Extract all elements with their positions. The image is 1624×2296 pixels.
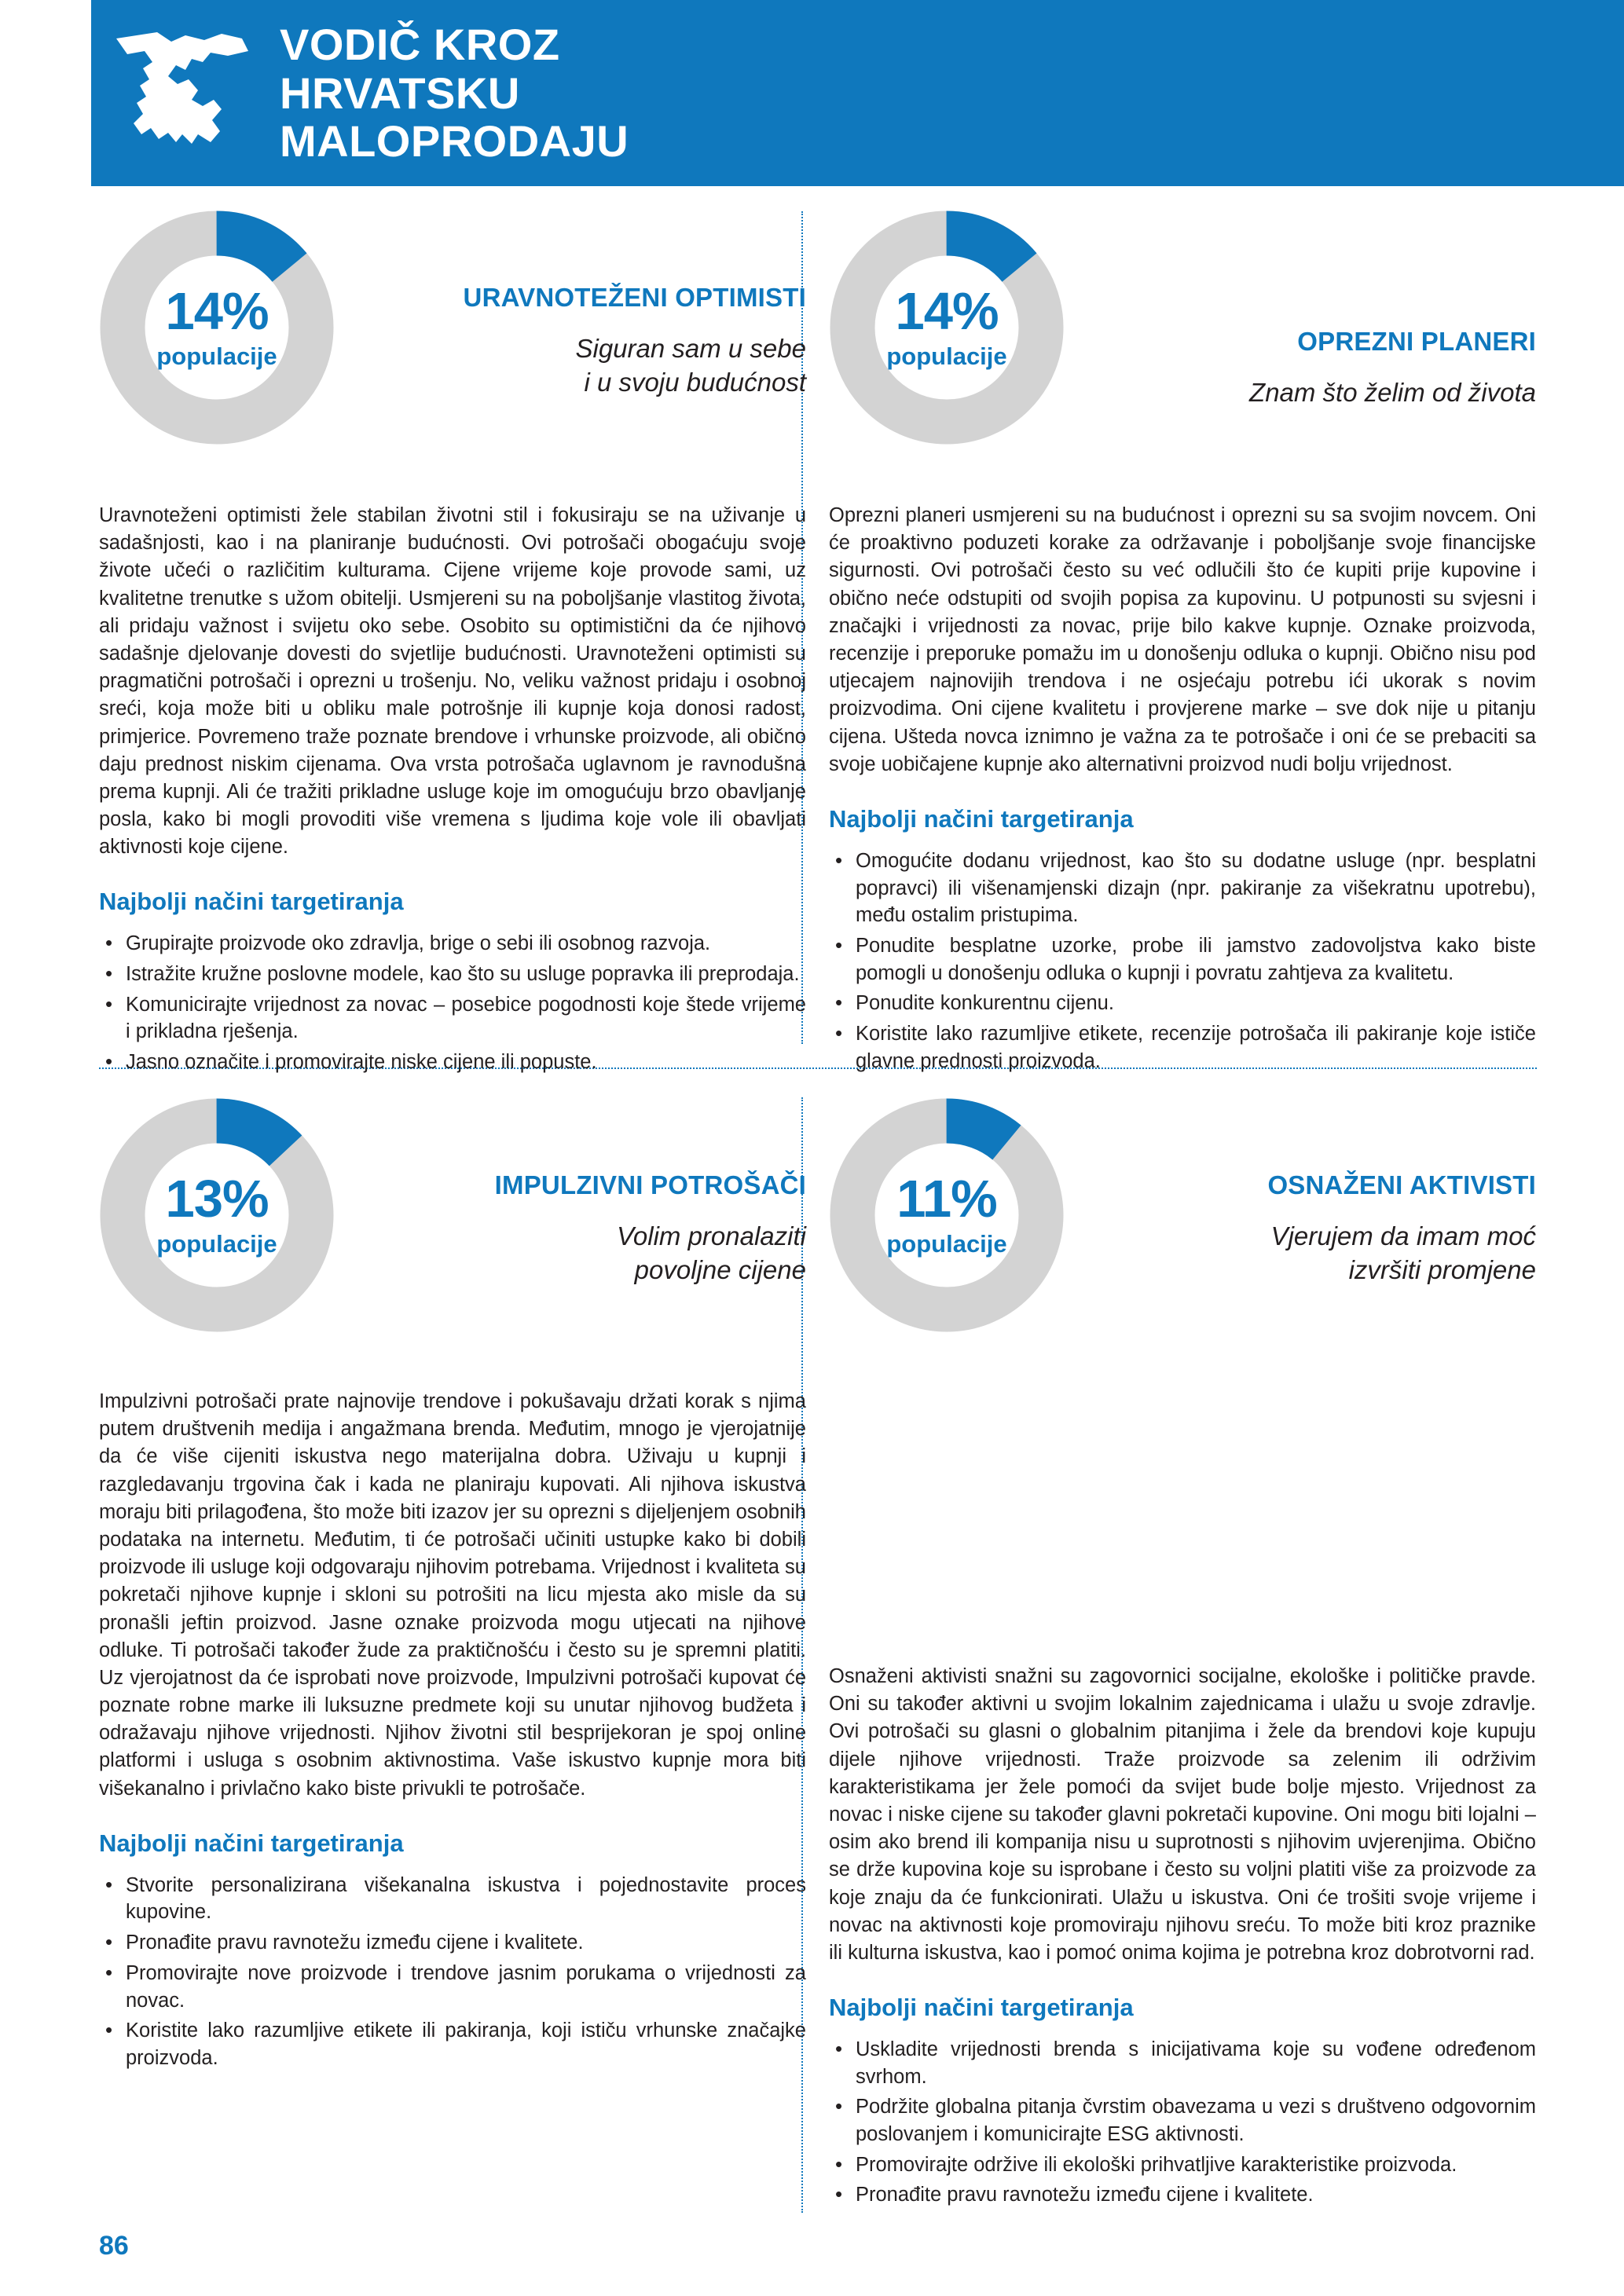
- page-header: [0, 0, 1624, 186]
- page-number: 86: [99, 2231, 129, 2261]
- page-body: [0, 186, 1624, 2296]
- profile-quote-line-2: i u svoju budućnost: [584, 367, 806, 397]
- profile-quote-line-1: Siguran sam u sebe: [575, 334, 806, 364]
- donut-label: [829, 210, 1065, 445]
- profile-heading-block: [1096, 328, 1536, 410]
- list-item: • Jasno označite i promovirajte niske cijene ili popuste.: [99, 1049, 806, 1076]
- targeting-bullet-list: [99, 1872, 806, 2072]
- donut-chart-14: [829, 210, 1065, 445]
- targeting-bullet-list: [829, 2036, 1536, 2209]
- profile-quote-line-1: Volim pronalaziti: [617, 1221, 806, 1251]
- list-item: • Omogućite dodanu vrijednost, kao što su dodatne usluge (npr. besplatni popravci) ili višenamjenski dizajn (npr. pakiranje za višekratnu upotrebu), među ostalim pristupima.: [829, 848, 1536, 929]
- title-line-1: VODIČ KROZ: [280, 20, 560, 70]
- profile-body-text: Osnaženi aktivisti snažni su zagovornici socijalne, ekološke i političke pravde. Oni su također aktivni u svojim lokalnim zajednicama i ulažu u svoje zdravlje. Ovi potrošači su glasni o globalnim pitanjima i žele da brendovi koje kupuju dijele njihove vrijednosti. Traže proizvode sa zelenim ili održivim karakteristikama jer žele pomoći da svijet bude bolje mjesto. Vrijednost za novac i niske cijene su također glavni pokretači kupovine. Oni mogu biti lojalni – osim ako brend ili kompanija nisu u suprotnosti s njihovim uvjerenjima. Obično se drže kupovina koje su isprobane i često su voljni platiti više za proizvode za koje znaju da će funkcionirati. Ulažu u iskustva. Oni će trošiti svoje vrijeme i novac na aktivnosti koje promoviraju njihovu sreću. To može biti kroz praznike ili kulturna iskustva, kao i pomoć onima kojima je potrebna kroz dobrotvorni rad.: [829, 1665, 1536, 1964]
- targeting-heading: Najbolji načini targetiranja: [829, 1994, 1134, 2022]
- targeting-heading: Najbolji načini targetiranja: [99, 1829, 404, 1857]
- targeting-bullet-list: [99, 930, 806, 1075]
- profile-quote: [366, 332, 806, 398]
- header-left-strip: [0, 0, 91, 186]
- list-item: • Promovirajte nove proizvode i trendove jasnim porukama o vrijednosti za novac.: [99, 1960, 806, 2014]
- profile-quote: [366, 1220, 806, 1286]
- profile-card-impulsive-consumers: [99, 1097, 806, 2075]
- donut-chart-11: [829, 1097, 1065, 1333]
- profile-quote-line-1: Vjerujem da imam moć: [1270, 1221, 1536, 1251]
- list-item: • Podržite globalna pitanja čvrstim obavezama u vezi s društveno odgovornim poslovanjem i komunicirajte ESG aktivnosti.: [829, 2093, 1536, 2148]
- profile-quote-line-1: Znam što želim od života: [1249, 378, 1536, 408]
- donut-label: [99, 1097, 335, 1333]
- list-item: • Ponudite besplatne uzorke, probe ili jamstvo zadovoljstva kako biste pomogli u donošenju odluka o kupnji i povratu zahtjeva za kvalitetu.: [829, 932, 1536, 987]
- profile-body-text: Uravnoteženi optimisti žele stabilan životni stil i fokusiraju se na uživanje u sadašnjosti, kao i na planiranje budućnosti. Ovi potrošači obogaćuju svoje živote učeći o različitim kulturama. Cijene vrijeme koje provode sami, uz kvalitetne trenutke s užom obitelji. Usmjereni su na poboljšanje vlastitog života, ali pridaju važnost i svijetu oko sebe. Osobito su optimistični da će njihovo sadašnje djelovanje dovesti do svjetlije budućnosti. Uravnoteženi optimisti su pragmatični potrošači i oprezni u trošenju. No, veliku važnost pridaju i osobnoj sreći, koja može biti u obliku male potrošnje ili kupnje koja donosi radost, primjerice. Povremeno traže poznate brendove i vrhunske proizvode, ali obično daju prednost niskim cijenama. Ova vrsta potrošača uglavnom je ravnodušna prema kupnji. Ali će tražiti prikladne usluge koje im omogućuju brzo obavljanje posla, kako bi mogli provoditi više vremena s ljudima koje vole ili obavljati aktivnosti koje cijene.: [99, 504, 806, 859]
- title-line-2: HRVATSKU: [280, 68, 520, 118]
- list-item: • Ponudite konkurentnu cijenu.: [829, 990, 1536, 1017]
- page-title: [280, 20, 629, 166]
- list-item: • Uskladite vrijednosti brenda s inicijativama koje su vođene određenom svrhom.: [829, 2036, 1536, 2090]
- list-item: • Koristite lako razumljive etikete, recenzije potrošača ili pakiranje koje ističe glavne prednosti proizvoda.: [829, 1020, 1536, 1075]
- donut-chart-13: [99, 1097, 335, 1333]
- list-item: • Koristite lako razumljive etikete ili pakiranja, koji ističu vrhunske značajke proizvoda.: [99, 2017, 806, 2071]
- profile-title: OPREZNI PLANERI: [1297, 327, 1536, 356]
- targeting-heading: Najbolji načini targetiranja: [99, 888, 404, 916]
- profile-header: [99, 210, 806, 445]
- list-item: • Pronađite pravu ravnotežu između cijene i kvalitete.: [99, 1929, 806, 1957]
- list-item: • Promovirajte održive ili ekološki prihvatljive karakteristike proizvoda.: [829, 2151, 1536, 2179]
- donut-chart-14: [99, 210, 335, 445]
- targeting-heading: Najbolji načini targetiranja: [829, 804, 1134, 833]
- list-item: • Istražite kružne poslovne modele, kao što su usluge popravka ili preprodaja.: [99, 961, 806, 988]
- profile-card-balanced-optimists: [99, 210, 806, 1079]
- profile-heading-block: [1096, 1171, 1536, 1287]
- targeting-bullet-list: [829, 848, 1536, 1075]
- profile-header: [99, 1097, 806, 1333]
- profile-body-text: Impulzivni potrošači prate najnovije trendove i pokušavaju držati korak s njima putem društvenih medija i angažmana brenda. Međutim, mnogo je vjerojatnije da će više cijeniti iskustva nego materijalna dobra. Uživaju u kupnji i razgledavanju trgovina čak i kada ne planiraju kupovati. Ali njihova iskustva moraju biti prilagođena, što može biti izazov jer su oprezni s dijeljenjem osobnih podataka na internetu. Međutim, ti će potrošači učiniti ustupke kako bi dobili proizvode ili usluge koji odgovaraju njihovim potrebama. Vrijednost i kvaliteta su pokretači njihove kupnje i skloni su potrošiti na licu mjesta ako misle da su pronašli jeftin proizvod. Jasne oznake proizvoda mogu utjecati na njihove odluke. Ti potrošači također žude za praktičnošću i često su je spremni platiti. Uz vjerojatnost da će isprobati nove proizvode, Impulzivni potrošači kupovat će poznate robne marke ili luksuzne predmete koji su unutar njihovog budžeta i odražavaju njihove vrijednosti. Njihov životni stil besprijekoran je spoj online platformi i usluga s osobnim aktivnostima. Vaše iskustvo kupnje mora biti višekanalno i privlačno kako biste privukli te potrošače.: [99, 1390, 806, 1800]
- donut-population-label: populacije: [156, 342, 277, 370]
- donut-percent: 11%: [896, 1169, 997, 1229]
- donut-label: [99, 210, 335, 445]
- profile-quote-line-2: povoljne cijene: [634, 1254, 806, 1284]
- profile-title: URAVNOTEŽENI OPTIMISTI: [463, 283, 806, 312]
- donut-percent: 14%: [165, 281, 269, 341]
- profile-quote: [1096, 1220, 1536, 1286]
- donut-population-label: populacije: [886, 342, 1007, 370]
- profile-card-empowered-activists: [829, 1097, 1536, 2212]
- donut-percent: 14%: [895, 281, 999, 341]
- donut-population-label: populacije: [156, 1229, 277, 1258]
- title-line-3: MALOPRODAJU: [280, 116, 629, 167]
- donut-percent: 13%: [165, 1169, 269, 1229]
- profile-header: [829, 1097, 1536, 1333]
- profile-heading-block: [366, 1171, 806, 1287]
- profile-header: [829, 210, 1536, 445]
- profile-title: IMPULZIVNI POTROŠAČI: [494, 1170, 806, 1199]
- list-item: • Pronađite pravu ravnotežu između cijene i kvalitete.: [829, 2181, 1536, 2209]
- profile-quote: [1096, 376, 1536, 409]
- profile-title: OSNAŽENI AKTIVISTI: [1267, 1170, 1536, 1199]
- profile-heading-block: [366, 284, 806, 399]
- profile-body-text: Oprezni planeri usmjereni su na budućnost i oprezni su sa svojim novcem. Oni će proaktivno poduzeti korake za održavanje i poboljšanje svoje financijske sigurnosti. Ovi potrošači često su već odlučili što će kupiti prije kupovine i obično neće odstupiti od svojih popisa za kupovinu. U potpunosti su svjesni i značajki i vrijednosti za novac, prije bilo kakve kupnje. Oznake proizvoda, recenzije i preporuke pomažu im u donošenju odluka o kupnji. Obično nisu pod utjecajem najnovijih trendova i ne osjećaju potrebu ići ukorak s novim proizvodima. Oni cijene kvalitetu i provjerene marke – sve dok nije u pitanju cijena. Ušteda novca iznimno je važna za te potrošače i oni će se prebaciti sa svoje uobičajene kupnje ako alternativni proizvod nudi bolju vrijednost.: [829, 504, 1536, 775]
- list-item: • Grupirajte proizvode oko zdravlja, brige o sebi ili osobnog razvoja.: [99, 930, 806, 958]
- list-item: • Stvorite personalizirana višekanalna iskustva i pojednostavite proces kupovine.: [99, 1872, 806, 1926]
- croatia-map-icon: [110, 24, 259, 162]
- list-item: • Komunicirajte vrijednost za novac – posebice pogodnosti koje štede vrijeme i prikladna rješenja.: [99, 991, 806, 1045]
- profile-card-cautious-planners: [829, 210, 1536, 1078]
- donut-label: [829, 1097, 1065, 1333]
- donut-population-label: populacije: [886, 1229, 1007, 1258]
- profile-quote-line-2: izvršiti promjene: [1348, 1254, 1536, 1284]
